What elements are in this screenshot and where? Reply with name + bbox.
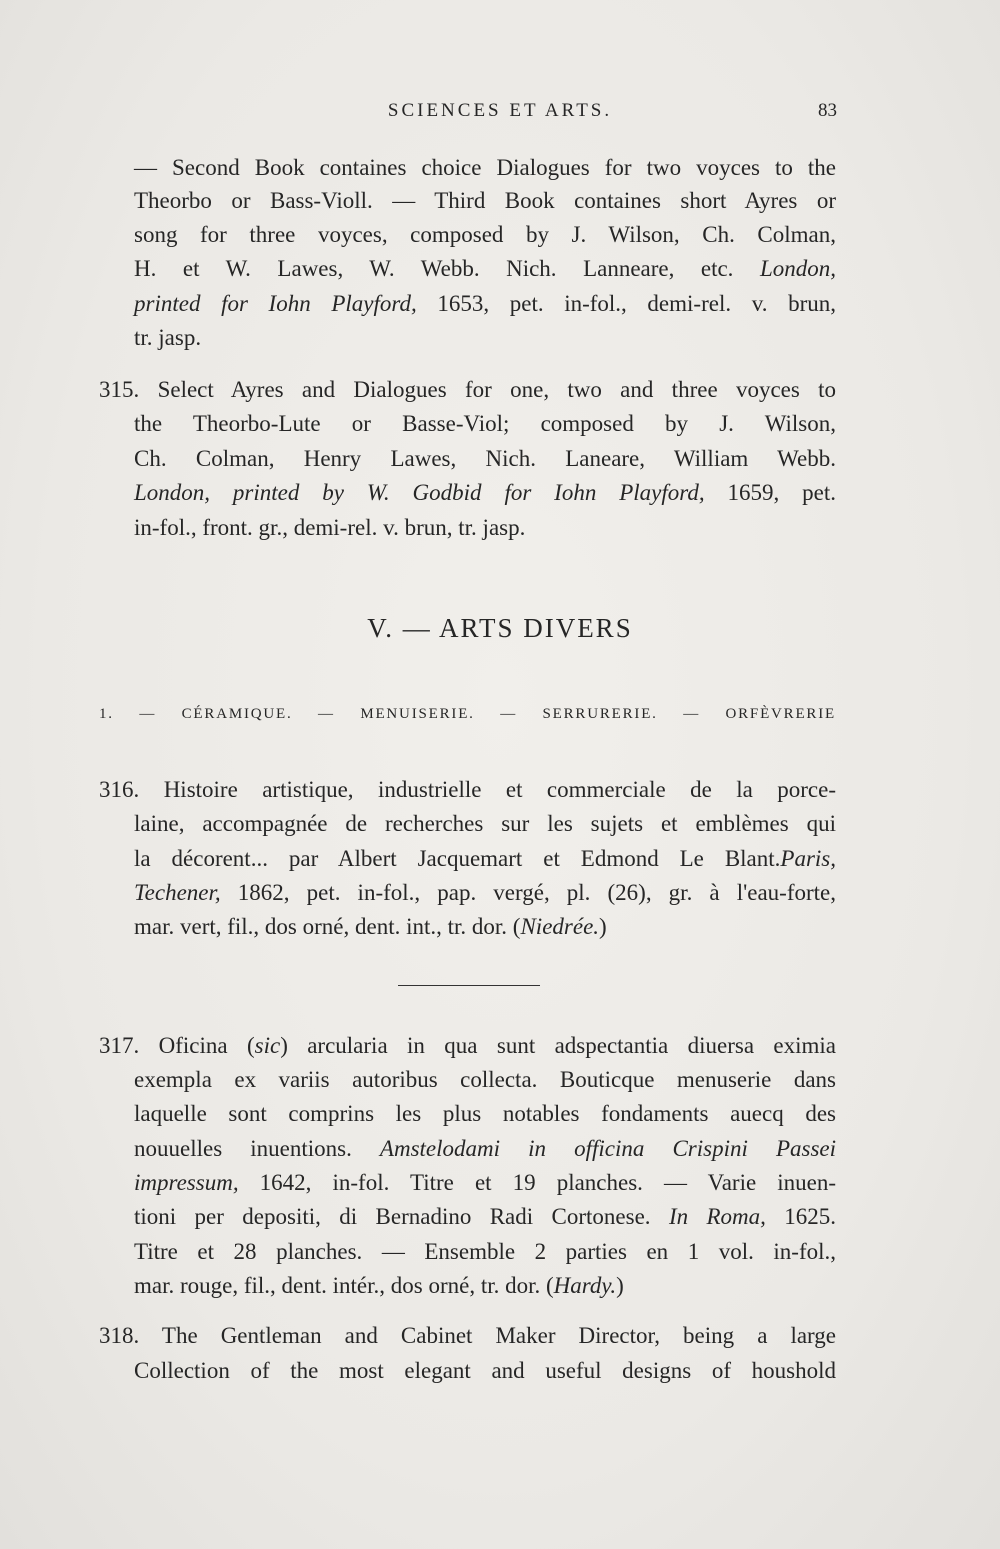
entry-number: 317. [99,1033,140,1058]
entry-316-line: la décorent... par Albert Jacquemart et Edmond Le Blant.Paris, [134,846,836,871]
running-title: SCIENCES ET ARTS. [387,100,613,121]
section-heading: V. — ARTS DIVERS [367,613,633,643]
entry-317-line: exempla ex variis autoribus collecta. Bouticque menuserie dans [134,1067,836,1092]
page-number: 83 [818,100,837,121]
entry-317-line: impressum, 1642, in-fol. Titre et 19 planches. — Varie inuen- [134,1170,836,1195]
running-head [0,100,1000,132]
text-line: song for three voyces, composed by J. Wilson, Ch. Colman, [134,222,836,247]
entry-317-line: Titre et 28 planches. — Ensemble 2 parties en 1 vol. in-fol., [134,1239,836,1264]
text-line: — Second Book containes choice Dialogues for two voyces to the [134,155,836,180]
section-subheading: 1. — CÉRAMIQUE. — MENUISERIE. — SERRURERIE. — ORFÈVRERIE [99,706,836,722]
entry-316-line: Techener, 1862, pet. in-fol., pap. vergé, pl. (26), gr. à l'eau-forte, [134,880,836,905]
entry-315-line: the Theorbo-Lute or Basse-Viol; composed by J. Wilson, [134,411,836,436]
entry-318-line: 318. The Gentleman and Cabinet Maker Director, being a large [99,1323,837,1348]
entry-number: 315. [99,377,140,402]
entry-317-line: nouuelles inuentions. Amstelodami in officina Crispini Passei [134,1136,836,1161]
entry-number: 316. [99,777,140,802]
entry-315-line: London, printed by W. Godbid for Iohn Playford, 1659, pet. [134,480,836,505]
entry-317-line: tioni per depositi, di Bernadino Radi Cortonese. In Roma, 1625. [134,1204,837,1229]
entry-316-line: laine, accompagnée de recherches sur les sujets et emblèmes qui [134,811,836,836]
entry-number: 318. [99,1323,140,1348]
entry-315-line: in-fol., front. gr., demi-rel. v. brun, tr. jasp. [134,515,526,540]
entry-318-line: Collection of the most elegant and useful designs of houshold [134,1358,836,1383]
text-line: H. et W. Lawes, W. Webb. Nich. Lanneare, etc. London, [134,256,836,281]
entry-317-line: laquelle sont comprins les plus notables fondaments auecq des [134,1101,836,1126]
entry-317-line: 317. Oficina (sic) arcularia in qua sunt adspectantia diuersa eximia [99,1033,836,1058]
separator-rule [398,985,540,986]
entry-315-line: Ch. Colman, Henry Lawes, Nich. Laneare, William Webb. [134,446,836,471]
entry-316-line: 316. Histoire artistique, industrielle et commerciale de la porce- [99,777,836,802]
entry-315-line: 315. Select Ayres and Dialogues for one, two and three voyces to [99,377,837,402]
text-line: Theorbo or Bass-Violl. — Third Book containes short Ayres or [134,188,836,213]
text-line: tr. jasp. [134,325,202,350]
entry-316-line: mar. vert, fil., dos orné, dent. int., tr. dor. (Niedrée.) [134,914,607,939]
entry-317-line: mar. rouge, fil., dent. intér., dos orné, tr. dor. (Hardy.) [134,1273,624,1298]
text-line: printed for Iohn Playford, 1653, pet. in-fol., demi-rel. v. brun, [134,291,837,316]
